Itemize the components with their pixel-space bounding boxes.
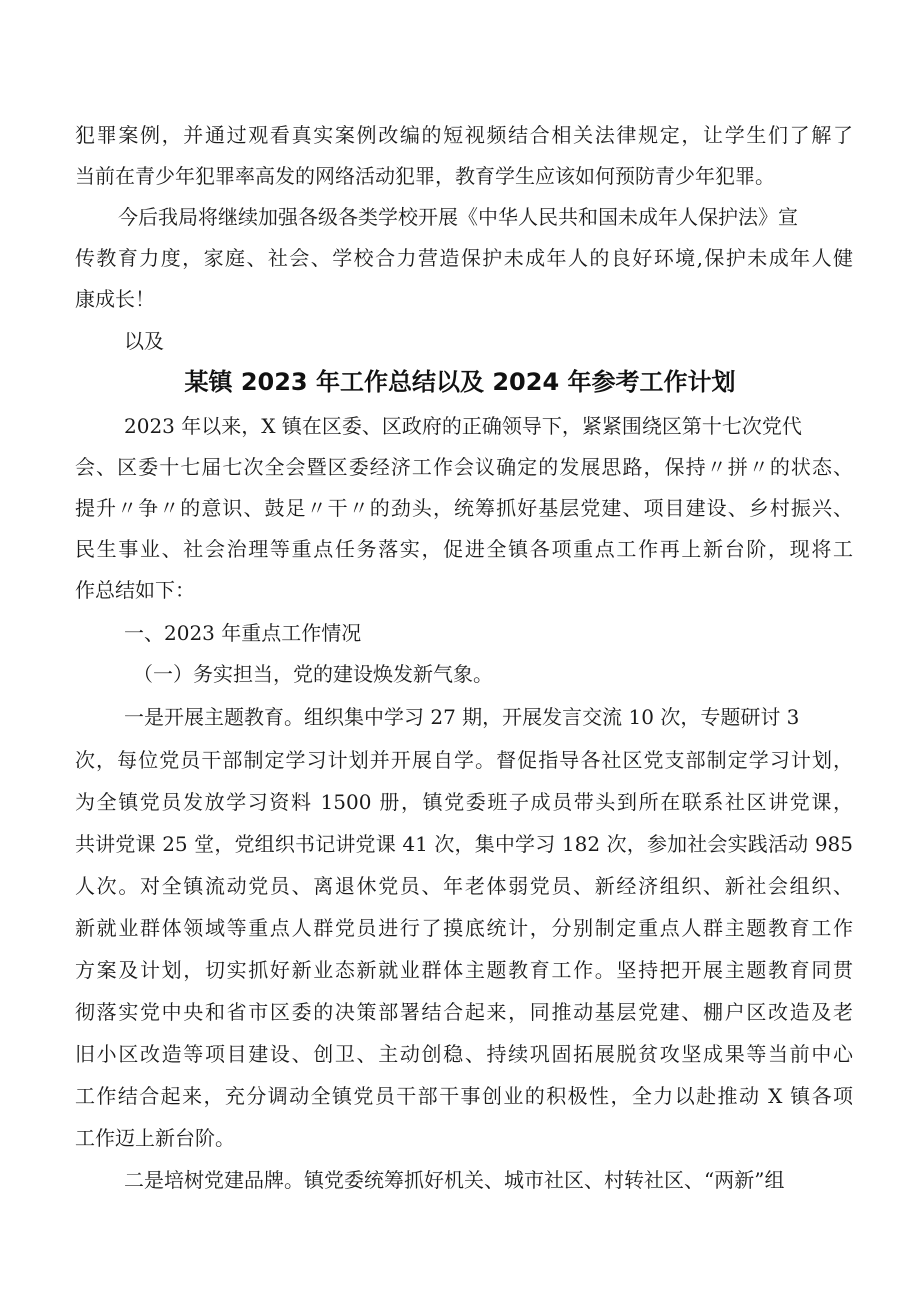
paragraph-line: 民生事业、社会治理等重点任务落实，促进全镇各项重点工作再上新台阶，现将工	[75, 537, 853, 561]
paragraph-line: 一是开展主题教育。组织集中学习 27 期，开展发言交流 10 次，专题研讨 3	[124, 705, 800, 729]
paragraph-line: 彻落实党中央和省市区委的决策部署结合起来，同推动基层党建、棚户区改造及老	[75, 1000, 853, 1024]
paragraph-line: 提升〃争〃的意识、鼓足〃干〃的劲头，统筹抓好基层党建、项目建设、乡村振兴、	[75, 496, 853, 520]
paragraph-line: 人次。对全镇流动党员、离退休党员、年老体弱党员、新经济组织、新社会组织、	[75, 874, 853, 898]
paragraph-line: 共讲党课 25 堂，党组织书记讲党课 41 次，集中学习 182 次，参加社会实践活动 985	[75, 832, 853, 856]
paragraph-line: 会、区委十七届七次全会暨区委经济工作会议确定的发展思路，保持〃拼〃的状态、	[75, 455, 853, 479]
paragraph-line: 康成长！	[75, 287, 155, 311]
paragraph-line: 旧小区改造等项目建设、创卫、主动创稳、持续巩固拓展脱贫攻坚成果等当前中心	[75, 1042, 853, 1066]
paragraph-line: 当前在青少年犯罪率高发的网络活动犯罪，教育学生应该如何预防青少年犯罪。	[75, 164, 775, 188]
paragraph-line: 方案及计划，切实抓好新业态新就业群体主题教育工作。坚持把开展主题教育同贯	[75, 958, 853, 982]
paragraph-line: 犯罪案例，并通过观看真实案例改编的短视频结合相关法律规定，让学生们了解了	[75, 123, 853, 147]
paragraph-line: 二是培树党建品牌。镇党委统筹抓好机关、城市社区、村转社区、“两新”组	[124, 1168, 785, 1192]
paragraph-line: 工作迈上新台阶。	[75, 1126, 235, 1150]
document-title: 某镇 2023 年工作总结以及 2024 年参考工作计划	[184, 368, 736, 396]
section-heading: 一、2023 年重点工作情况	[124, 621, 362, 645]
paragraph-line: 作总结如下：	[75, 578, 195, 602]
connector-text: 以及	[124, 329, 164, 353]
paragraph-line: 今后我局将继续加强各级各类学校开展《中华人民共和国未成年人保护法》宣	[118, 205, 798, 229]
subsection-heading: （一）务实担当，党的建设焕发新气象。	[133, 662, 493, 686]
paragraph-line: 工作结合起来，充分调动全镇党员干部干事创业的积极性，全力以赴推动 X 镇各项	[75, 1084, 853, 1108]
paragraph-line: 传教育力度，家庭、社会、学校合力营造保护未成年人的良好环境,保护未成年人健	[75, 246, 853, 270]
paragraph-line: 2023 年以来，X 镇在区委、区政府的正确领导下，紧紧围绕区第十七次党代	[124, 414, 802, 438]
paragraph-line: 为全镇党员发放学习资料 1500 册，镇党委班子成员带头到所在联系社区讲党课，	[75, 790, 853, 814]
paragraph-line: 次，每位党员干部制定学习计划并开展自学。督促指导各社区党支部制定学习计划，	[75, 748, 853, 772]
paragraph-line: 新就业群体领域等重点人群党员进行了摸底统计，分别制定重点人群主题教育工作	[75, 916, 853, 940]
